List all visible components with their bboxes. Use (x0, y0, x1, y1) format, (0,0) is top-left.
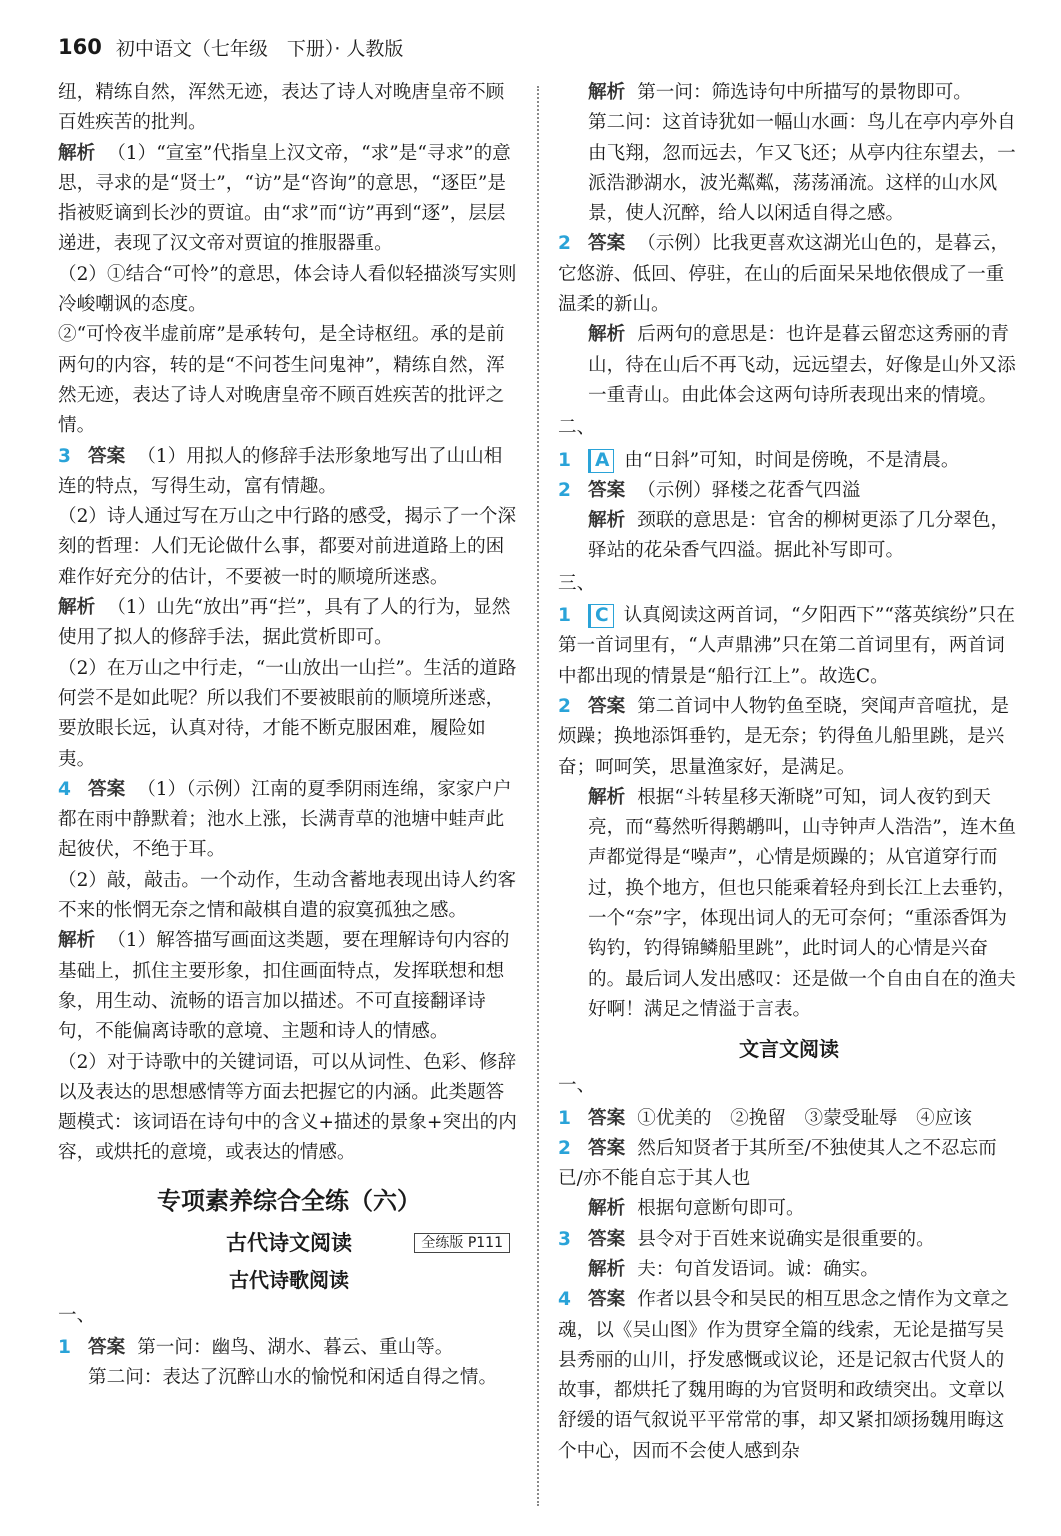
section-title: 文言文阅读 (739, 1037, 839, 1062)
question-3-answer: 3 答案 （1）用拟人的修辞手法形象地写出了山山相连的特点，写得生动，富有情趣。 (58, 445, 503, 497)
part-heading: 一、 (558, 1075, 596, 1097)
continued-text: 纽，精练自然，浑然无迹，表达了诗人对晚唐皇帝不顾百姓疾苦的批判。 (58, 82, 505, 134)
page-number: 160 (58, 35, 102, 59)
analysis-paragraph: （2）①结合“可怜”的意思，体会诗人看似轻描淡写实则冷峻嘲讽的态度。 (58, 263, 517, 316)
choice-badge: C (588, 604, 614, 628)
analysis-paragraph: （2）对于诗歌中的关键词语，可以从词性、色彩、修辞以及表达的思想感情等方面去把握它的内涵。此类题答题模式：该词语在诗句中的含义+描述的景象+突出的内容，或烘托的意境，或表达的情感。 (58, 1051, 517, 1164)
column-divider (537, 86, 539, 1506)
answer-paragraph: （2）诗人通过写在万山之中行路的感受，揭示了一个深刻的哲理：人们无论做什么事，都要对前进道路上的困难作好充分的估计，不要被一时的顺境所迷惑。 (58, 506, 517, 588)
question-2-answer: 2 答案 第二首词中人物钓鱼至晓，突闻声音喧扰，是烦躁；换地添饵垂钓，是无奈；钓得鱼儿船里跳，是兴奋；呵呵笑，思量渔家好，是满足。 (558, 695, 1010, 778)
analysis-paragraph: 解析 颈联的意思是：官舍的柳树更添了几分翠色，驿站的花朵香气四溢。据此补写即可。 (588, 510, 1010, 562)
analysis-paragraph: 第二问：这首诗犹如一幅山水画：鸟儿在亭内亭外自由飞翔，忽而远去，乍又飞还；从亭内往东望去，一派浩渺湖水，波光粼粼，荡荡涌流。这样的山水风景，使人沉醉，给人以闲适自得之感。 (588, 112, 1016, 225)
analysis-paragraph: 解析 （1）“宣室”代指皇上汉文帝，“求”是“寻求”的意思，寻求的是“贤士”，“访”是“咨询”的意思，“逐臣”是指被贬谪到长沙的贾谊。由“求”而“访”再到“逐”，层层递进，表现了汉文帝对贾谊的推服器重。 (58, 142, 511, 255)
analysis-paragraph: 解析 夫：句首发语词。诚：确实。 (588, 1258, 879, 1280)
answer-paragraph: 第二问：表达了沉醉山水的愉悦和闲适自得之情。 (88, 1367, 498, 1389)
question-2-answer: 2 答案 然后知贤者于其所至/不独使其人之不忍忘而已/亦不能自忘于其人也 (558, 1137, 997, 1190)
question-4-answer: 4 答案 （1）（示例）江南的夏季阴雨连绵，家家户户都在雨中静默着；池水上涨，长满青草的池塘中蛙声此起彼伏，不绝于耳。 (58, 778, 512, 861)
analysis-paragraph: 解析 后两句的意思是：也许是暮云留恋这秀丽的青山，待在山后不再飞动，远远望去，好像是山外又添一重青山。由此体会这两句诗所表现出来的情境。 (588, 324, 1016, 406)
section-title: 专项素养综合全练（六） (157, 1186, 421, 1215)
analysis-paragraph: （2）在万山之中行走，“一山放出一山拦”。生活的道路何尝不是如此呢？所以我们不要被眼前的顺境所迷惑，要放眼长远，认真对待，才能不断克服困难，履险如夷。 (58, 657, 517, 770)
subsection-title-2: 古代诗歌阅读 (229, 1267, 349, 1292)
subsection-title-row (58, 1225, 520, 1261)
part-heading: 三、 (558, 572, 596, 594)
reference-badge: 全练版 P111 (414, 1233, 510, 1253)
question-1-answer: 1 答案 第一问：幽鸟、湖水、暮云、重山等。 (58, 1336, 454, 1358)
right-column (558, 78, 1020, 1467)
page-header (58, 30, 403, 64)
question-1-answer: 1 C 认真阅读这两首词，“夕阳西下”“落英缤纷”只在第一首词里有，“人声鼎沸”只在第二首词里有，两首词中都出现的情景是“船行江上”。故选C。 (558, 605, 1015, 687)
analysis-paragraph: 解析 （1）山先“放出”再“拦”，具有了人的行为，显然使用了拟人的修辞手法，据此赏析即可。 (58, 597, 511, 649)
left-column (58, 78, 520, 1394)
question-3-answer: 3 答案 县令对于百姓来说确实是很重要的。 (558, 1228, 935, 1250)
part-heading: 二、 (558, 417, 596, 439)
subsection-title: 古代诗文阅读 (226, 1230, 352, 1255)
question-2-answer: 2 答案 （示例）驿楼之花香气四溢 (558, 479, 861, 501)
analysis-paragraph: 解析 根据句意断句即可。 (588, 1198, 805, 1220)
question-4-answer: 4 答案 作者以县令和吴民的相互思念之情作为文章之魂，以《吴山图》作为贯穿全篇的线索，无论是描写吴县秀丽的山川，抒发感慨或议论，还是记叙古代贤人的故事，都烘托了魏用晦的为官贤明和政绩突出。文章以舒缓的语气叙说平平常常的事，却又紧扣颂扬魏用晦这个中心，因而不会使人感到杂 (558, 1289, 1010, 1462)
analysis-paragraph: ②“可怜夜半虚前席”是承转句，是全诗枢纽。承的是前两句的内容，转的是“不问苍生问鬼神”，精练自然，浑然无迹，表达了诗人对晚唐皇帝不顾百姓疾苦的批评之情。 (58, 324, 505, 437)
analysis-paragraph: 解析 根据“斗转星移天渐晓”可知，词人夜钓到天亮，而“蓦然听得鹅鹕叫，山寺钟声人浩浩”，连木鱼声都觉得是“噪声”，心情是烦躁的；从官道穿行而过，换个地方，但也只能乘着轻舟到长江上去垂钓，一个“奈”字，体现出词人的无可奈何；“重添香饵为钩钓，钓得锦鳞船里跳”，此时词人的心情是兴奋的。最后词人发出感叹：还是做一个自由自在的渔夫好啊！满足之情溢于言表。 (588, 786, 1017, 1020)
book-title: 初中语文（七年级 下册）· 人教版 (115, 37, 404, 60)
question-1-answer: 1 A 由“日斜”可知，时间是傍晚，不是清晨。 (558, 449, 960, 471)
question-2-answer: 2 答案 （示例）比我更喜欢这湖光山色的，是暮云，它悠游、低回、停驻，在山的后面呆呆地依偎成了一重温柔的新山。 (558, 233, 1010, 316)
part-heading: 一、 (58, 1304, 96, 1326)
answer-paragraph: （2）敲，敲击。一个动作，生动含蓄地表现出诗人约客不来的怅惘无奈之情和敲棋自遣的寂寞孤独之感。 (58, 869, 517, 922)
analysis-paragraph: 解析 第一问：筛选诗句中所描写的景物即可。 (588, 82, 972, 103)
choice-badge: A (588, 449, 614, 473)
question-1-answer: 1 答案 ①优美的 ②挽留 ③蒙受耻辱 ④应该 (558, 1107, 972, 1129)
analysis-paragraph: 解析 （1）解答描写画面这类题，要在理解诗句内容的基础上，抓住主要形象，扣住画面特点，发挥联想和想象，用生动、流畅的语言加以描述。不可直接翻译诗句，不能偏离诗歌的意境、主题和诗人的情感。 (58, 930, 510, 1043)
